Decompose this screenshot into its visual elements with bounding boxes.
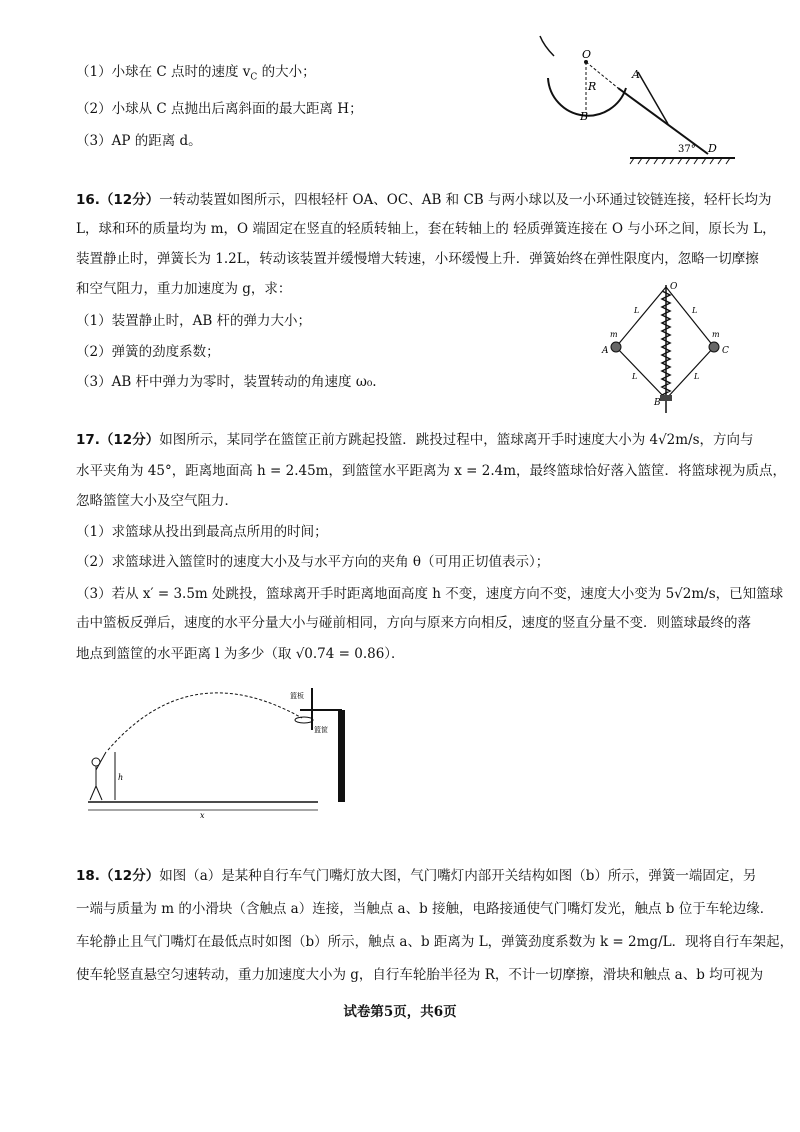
q17-sub3c: 地点到篮筐的水平距离 l 为多少（取 √0.74 = 0.86）． bbox=[76, 646, 405, 662]
q17-line1 bbox=[76, 430, 754, 450]
ball-c bbox=[709, 342, 719, 352]
q16-line4: 和空气阻力，重力加速度为 g，求： bbox=[76, 281, 292, 297]
q16-line2: L，球和环的质量均为 m，O 端固定在竖直的轻质转轴上，套在转轴上的 轻质弹簧连接在 O 与小环之间，原长为 L， bbox=[76, 221, 776, 237]
q18-line3: 车轮静止且气门嘴灯在最低点时如图（b）所示，触点 a、b 距离为 L，弹簧劲度系数为 k = 2mg/L．现将自行车架起， bbox=[76, 934, 794, 950]
q15-sub1-subscript: C bbox=[250, 72, 258, 83]
page-footer: 试卷第5页，共6页 bbox=[343, 1004, 457, 1020]
label-a: A bbox=[632, 68, 640, 81]
label-l4: L bbox=[694, 372, 700, 381]
q15-sub1-text: （1）小球在 C 点时的速度 v bbox=[76, 64, 251, 80]
q18-line4: 使车轮竖直悬空匀速转动，重力加速度大小为 g，自行车轮胎半径为 R，不计一切摩擦，滑块和触点 a、b 均可视为 bbox=[76, 967, 764, 983]
label-c16: C bbox=[722, 346, 729, 356]
q15-sub3: （3）AP 的距离 d。 bbox=[76, 133, 202, 149]
q18-line1 bbox=[76, 866, 756, 886]
q16-number: 16.（12分） bbox=[76, 192, 160, 208]
q15-sub1-tail: 的大小； bbox=[257, 64, 316, 80]
arc-top-track bbox=[540, 36, 554, 56]
q17-number: 17.（12分） bbox=[76, 432, 160, 448]
rod-ab bbox=[616, 347, 666, 399]
label-hoop: 篮筐 bbox=[314, 726, 328, 734]
q15-sub1 bbox=[76, 62, 316, 88]
label-a16: A bbox=[602, 346, 609, 356]
player-arm bbox=[96, 752, 106, 770]
label-x: x bbox=[200, 811, 205, 820]
incline-support bbox=[638, 72, 668, 124]
rod-cb bbox=[666, 347, 714, 399]
q16-figure bbox=[596, 275, 736, 415]
q16-sub3: （3）AB 杆中弹力为零时，装置转动的角速度 ω₀. bbox=[76, 374, 377, 390]
label-b: B bbox=[580, 110, 589, 123]
hoop bbox=[295, 717, 313, 723]
label-o: O bbox=[582, 48, 592, 61]
q18-line2: 一端与质量为 m 的小滑块（含触点 a）连接，当触点 a、b 接触，电路接通使气门嘴灯发光，触点 b 位于车轮边缘． bbox=[76, 901, 774, 917]
q16-line1 bbox=[76, 190, 772, 210]
q18-line1-text: 如图（a）是某种自行车气门嘴灯放大图，气门嘴灯内部开关结构如图（b）所示，弹簧一端固定，另 bbox=[159, 868, 757, 884]
q17-sub2: （2）求篮球进入篮筐时的速度大小及与水平方向的夹角 θ（可用正切值表示）； bbox=[76, 554, 550, 570]
label-m1: m bbox=[610, 330, 618, 339]
label-b16: B bbox=[654, 398, 661, 408]
label-l1: L bbox=[634, 306, 640, 315]
q16-line3: 装置静止时，弹簧长为 1.2L，转动该装置并缓慢增大转速，小环缓慢上升．弹簧始终在弹性限度内，忽略一切摩擦 bbox=[76, 251, 759, 267]
label-angle: 37° bbox=[678, 144, 696, 155]
q18-number: 18.（12分） bbox=[76, 868, 160, 884]
ball-a bbox=[611, 342, 621, 352]
q16-sub2: （2）弹簧的劲度系数； bbox=[76, 344, 220, 360]
q15-sub2: （2）小球从 C 点抛出后离斜面的最大距离 H； bbox=[76, 101, 363, 117]
ring bbox=[660, 395, 672, 401]
label-h: h bbox=[118, 773, 124, 782]
player-leg1 bbox=[90, 786, 96, 800]
player-leg2 bbox=[96, 786, 102, 800]
q17-line1-text: 如图所示，某同学在篮筐正前方跳起投篮．跳投过程中，篮球离开手时速度大小为 4√2m/s，方向与 bbox=[159, 432, 754, 448]
post bbox=[338, 710, 345, 802]
label-o16: O bbox=[670, 282, 678, 292]
label-l3: L bbox=[632, 372, 638, 381]
label-d: D bbox=[708, 142, 717, 155]
q17-sub1: （1）求篮球从投出到最高点所用的时间； bbox=[76, 524, 328, 540]
q17-sub3: （3）若从 x′ = 3.5m 处跳投，篮球离开手时距离地面高度 h 不变，速度方向不变，速度大小变为 5√2m/s，已知篮球 bbox=[76, 586, 784, 602]
q17-figure bbox=[80, 680, 360, 820]
trajectory bbox=[108, 693, 302, 750]
label-board: 篮板 bbox=[290, 692, 304, 700]
q17-line3: 忽略篮筐大小及空气阻力． bbox=[76, 493, 238, 509]
rod-oc bbox=[666, 287, 714, 347]
label-l2: L bbox=[692, 306, 698, 315]
q15-figure bbox=[530, 28, 745, 168]
q16-line1-text: 一转动装置如图所示，四根轻杆 OA、OC、AB 和 CB 与两小球以及一小环通过铰链连接，轻杆长均为 bbox=[159, 192, 772, 208]
q17-line2: 水平夹角为 45°，距离地面高 h = 2.45m，到篮筐水平距离为 x = 2.4m，最终篮球恰好落入篮筐．将篮球视为质点， bbox=[76, 463, 787, 479]
label-m2: m bbox=[712, 330, 720, 339]
label-r: R bbox=[588, 80, 597, 93]
q17-sub3b: 击中篮板反弹后，速度的水平分量大小与碰前相同，方向与原来方向相反，速度的竖直分量不变．则篮球最终的落 bbox=[76, 615, 751, 631]
q16-sub1: （1）装置静止时，AB 杆的弹力大小； bbox=[76, 313, 312, 329]
rod-oa bbox=[616, 287, 666, 347]
